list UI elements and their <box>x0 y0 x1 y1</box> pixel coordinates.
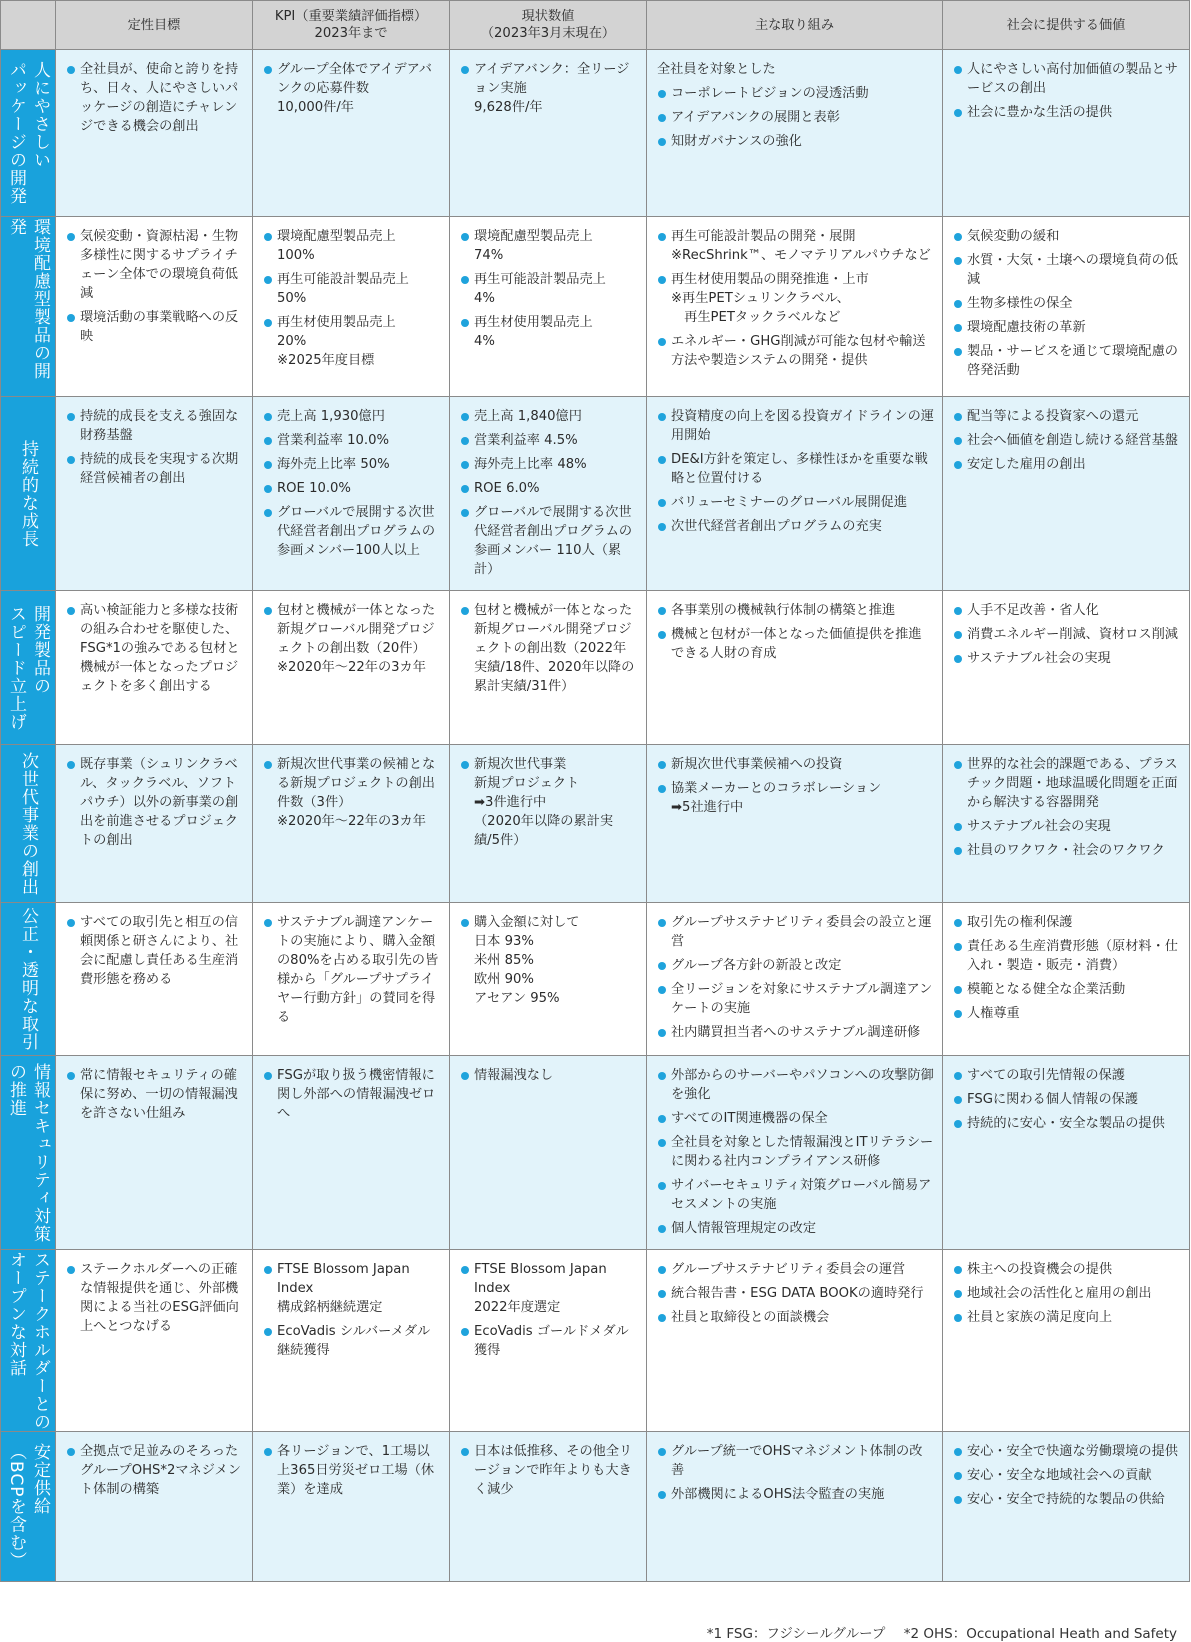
category-cell <box>1 1250 56 1432</box>
action-cell <box>647 903 943 1056</box>
value-item: 人にやさしい高付加価値の製品とサービスの創出 <box>953 60 1181 98</box>
status-list <box>460 60 638 117</box>
value-cell <box>943 397 1190 591</box>
action-item: 外部からのサーバーやパソコンへの攻撃防御を強化 <box>657 1066 934 1104</box>
status-cell <box>450 1250 647 1432</box>
status-cell <box>450 397 647 591</box>
header-kpi: KPI（重要業績評価指標） 2023年まで <box>253 1 450 50</box>
value-item: 環境配慮技術の革新 <box>953 318 1181 337</box>
kpi-item: 営業利益率 10.0% <box>263 431 441 450</box>
category-cell <box>1 397 56 591</box>
kpi-list <box>263 60 441 117</box>
goal-cell <box>56 1432 253 1582</box>
goal-item: 持続的成長を実現する次期経営候補者の創出 <box>66 450 244 488</box>
kpi-item: FSGが取り扱う機密情報に関し外部への情報漏洩ゼロへ <box>263 1066 441 1123</box>
category-cell <box>1 745 56 903</box>
action-item: バリューセミナーのグローバル展開促進 <box>657 493 934 512</box>
value-item: 模範となる健全な企業活動 <box>953 980 1181 999</box>
category-cell <box>1 1432 56 1582</box>
header-row <box>1 1 1190 50</box>
action-list <box>657 601 934 663</box>
status-cell <box>450 50 647 217</box>
action-item: 機械と包材が一体となった価値提供を推進できる人財の育成 <box>657 625 934 663</box>
action-item: 知財ガバナンスの強化 <box>657 132 934 151</box>
value-item: 配当等による投資家への還元 <box>953 407 1181 426</box>
status-item: アイデアバンク：全リージョン実施 9,628件/年 <box>460 60 638 117</box>
status-item: 環境配慮型製品売上 74% <box>460 227 638 265</box>
category-cell <box>1 903 56 1056</box>
goal-cell <box>56 397 253 591</box>
value-list <box>953 913 1181 1023</box>
goal-item: 全拠点で足並みのそろったグループOHS*2マネジメント体制の構築 <box>66 1442 244 1499</box>
status-item: 包材と機械が一体となった新規グローバル開発プロジェクトの創出数（2022年実績/18件、2020年以降の累計実績/31件） <box>460 601 638 696</box>
header-actions: 主な取り組み <box>647 1 943 50</box>
category-label: 次世代事業の創出 <box>18 751 38 896</box>
status-item: 海外売上比率 48% <box>460 455 638 474</box>
value-list <box>953 1442 1181 1509</box>
action-item: すべてのIT関連機器の保全 <box>657 1109 934 1128</box>
goal-item: 持続的成長を支える強固な財務基盤 <box>66 407 244 445</box>
category-cell <box>1 591 56 745</box>
action-list <box>657 913 934 1042</box>
value-item: 人権尊重 <box>953 1004 1181 1023</box>
goal-item: 常に情報セキュリティの確保に努め、一切の情報漏洩を許さない仕組み <box>66 1066 244 1123</box>
kpi-list <box>263 407 441 560</box>
action-list <box>657 407 934 536</box>
value-item: FSGに関わる個人情報の保護 <box>953 1090 1181 1109</box>
value-item: サステナブル社会の実現 <box>953 649 1181 668</box>
status-item: 情報漏洩なし <box>460 1066 638 1085</box>
goal-cell <box>56 50 253 217</box>
goal-list <box>66 1442 244 1499</box>
kpi-item: 再生材使用製品売上 20% ※2025年度目標 <box>263 313 441 370</box>
action-item: グループサステナビリティ委員会の設立と運営 <box>657 913 934 951</box>
kpi-item: サステナブル調達アンケートの実施により、購入金額の80%を占める取引先の皆様から「グループサプライヤー行動方針」の賛同を得る <box>263 913 441 1027</box>
kpi-item: 海外売上比率 50% <box>263 455 441 474</box>
value-item: 気候変動の緩和 <box>953 227 1181 246</box>
action-cell <box>647 1056 943 1250</box>
value-item: 水質・大気・土壌への環境負荷の低減 <box>953 251 1181 289</box>
action-item: グループ統一でOHSマネジメント体制の改善 <box>657 1442 934 1480</box>
goal-cell <box>56 217 253 397</box>
table-row <box>1 1056 1190 1250</box>
status-item: 新規次世代事業 新規プロジェクト ➡3件進行中 （2020年以降の累計実績/5件） <box>460 755 638 850</box>
value-list <box>953 227 1181 380</box>
kpi-item: 環境配慮型製品売上 100% <box>263 227 441 265</box>
action-list <box>657 1066 934 1238</box>
action-item: サイバーセキュリティ対策グローバル簡易アセスメントの実施 <box>657 1176 934 1214</box>
status-item: 再生材使用製品売上 4% <box>460 313 638 351</box>
action-item: 外部機関によるOHS法令監査の実施 <box>657 1485 934 1504</box>
kpi-item: EcoVadis シルバーメダル継続獲得 <box>263 1322 441 1360</box>
action-cell <box>647 397 943 591</box>
value-item: 取引先の権利保護 <box>953 913 1181 932</box>
value-cell <box>943 217 1190 397</box>
table-row <box>1 217 1190 397</box>
status-list <box>460 407 638 579</box>
status-item: 再生可能設計製品売上 4% <box>460 270 638 308</box>
footnote-fsg: *1 FSG：フジシールグループ <box>706 1626 886 1642</box>
kpi-cell <box>253 903 450 1056</box>
goal-cell <box>56 1250 253 1432</box>
goal-list <box>66 1066 244 1123</box>
action-item: 新規次世代事業候補への投資 <box>657 755 934 774</box>
action-item: 社員と取締役との面談機会 <box>657 1308 934 1327</box>
kpi-cell <box>253 591 450 745</box>
status-item: EcoVadis ゴールドメダル獲得 <box>460 1322 638 1360</box>
goal-item: すべての取引先と相互の信頼関係と研さんにより、社会に配慮し責任ある生産消費形態を務める <box>66 913 244 989</box>
table-row <box>1 50 1190 217</box>
kpi-item: ROE 10.0% <box>263 479 441 498</box>
value-item: 責任ある生産消費形態（原材料・仕入れ・製造・販売・消費） <box>953 937 1181 975</box>
category-label: ステークホルダーとの オープンな対話 <box>6 1250 50 1431</box>
value-item: 社員と家族の満足度向上 <box>953 1308 1181 1327</box>
value-item: 安心・安全で快適な労働環境の提供 <box>953 1442 1181 1461</box>
status-cell <box>450 1056 647 1250</box>
status-cell <box>450 903 647 1056</box>
kpi-cell <box>253 1250 450 1432</box>
value-list <box>953 60 1181 122</box>
kpi-cell <box>253 397 450 591</box>
action-item: 協業メーカーとのコラボレーション ➡5社進行中 <box>657 779 934 817</box>
category-label: 情報セキュリティ対策 の推進 <box>6 1062 50 1243</box>
kpi-cell <box>253 1432 450 1582</box>
status-list <box>460 755 638 850</box>
action-list <box>657 1260 934 1327</box>
kpi-item: FTSE Blossom Japan Index 構成銘柄継続選定 <box>263 1260 441 1317</box>
action-item: 全リージョンを対象にサステナブル調達アンケートの実施 <box>657 980 934 1018</box>
value-item: 地域社会の活性化と雇用の創出 <box>953 1284 1181 1303</box>
action-item: 再生材使用製品の開発推進・上市 ※再生PETシュリンクラベル、 再生PETタックラベルなど <box>657 270 934 327</box>
kpi-item: 再生可能設計製品売上 50% <box>263 270 441 308</box>
value-item: 人手不足改善・省人化 <box>953 601 1181 620</box>
value-list <box>953 601 1181 668</box>
goal-list <box>66 755 244 850</box>
goal-item: 高い検証能力と多様な技術の組み合わせを駆使した、FSG*1の強みである包材と機械が一体となったプロジェクトを多く創出する <box>66 601 244 696</box>
status-list <box>460 1442 638 1499</box>
action-cell <box>647 217 943 397</box>
kpi-list <box>263 755 441 831</box>
value-cell <box>943 50 1190 217</box>
value-list <box>953 755 1181 860</box>
table-row <box>1 903 1190 1056</box>
table-row <box>1 745 1190 903</box>
value-item: 世界的な社会的課題である、プラスチック問題・地球温暖化問題を正面から解決する容器開発 <box>953 755 1181 812</box>
value-cell <box>943 745 1190 903</box>
action-item: グループサステナビリティ委員会の運営 <box>657 1260 934 1279</box>
value-item: 社員のワクワク・社会のワクワク <box>953 841 1181 860</box>
category-label: 公正・透明な取引 <box>18 907 38 1051</box>
action-item: 統合報告書・ESG DATA BOOKの適時発行 <box>657 1284 934 1303</box>
action-item: グループ各方針の新設と改定 <box>657 956 934 975</box>
value-item: 株主への投資機会の提供 <box>953 1260 1181 1279</box>
goal-list <box>66 407 244 488</box>
kpi-list <box>263 1442 441 1499</box>
table-row <box>1 1432 1190 1582</box>
value-item: 安心・安全で持続的な製品の供給 <box>953 1490 1181 1509</box>
kpi-cell <box>253 1056 450 1250</box>
goal-item: 環境活動の事業戦略への反映 <box>66 308 244 346</box>
action-cell <box>647 591 943 745</box>
goal-cell <box>56 745 253 903</box>
status-item: グローバルで展開する次世代経営者創出プログラムの参画メンバー 110人（累計） <box>460 503 638 579</box>
kpi-cell <box>253 745 450 903</box>
goal-list <box>66 60 244 136</box>
category-label: 開発製品の スピード立上げ <box>6 604 50 731</box>
action-item: 全社員を対象とした情報漏洩とITリテラシーに関わる社内コンプライアンス研修 <box>657 1133 934 1171</box>
goal-list <box>66 601 244 696</box>
kpi-item: 売上高 1,930億円 <box>263 407 441 426</box>
goal-list <box>66 913 244 989</box>
action-item: 再生可能設計製品の開発・展開 ※RecShrink™、モノマテリアルパウチなど <box>657 227 934 265</box>
action-item: 個人情報管理規定の改定 <box>657 1219 934 1238</box>
table-row <box>1 1250 1190 1432</box>
value-item: 消費エネルギー削減、資材ロス削減 <box>953 625 1181 644</box>
status-item: ROE 6.0% <box>460 479 638 498</box>
table-row <box>1 591 1190 745</box>
value-item: 安定した雇用の創出 <box>953 455 1181 474</box>
action-item: アイデアバンクの展開と表彰 <box>657 108 934 127</box>
action-list <box>657 84 934 151</box>
value-list <box>953 1260 1181 1327</box>
value-cell <box>943 1432 1190 1582</box>
category-label: 環境配慮型製品の開発 <box>6 217 50 380</box>
action-intro: 全社員を対象とした <box>657 62 776 77</box>
action-cell <box>647 745 943 903</box>
value-item: すべての取引先情報の保護 <box>953 1066 1181 1085</box>
kpi-cell <box>253 50 450 217</box>
kpi-list <box>263 913 441 1027</box>
value-cell <box>943 591 1190 745</box>
goal-item: 全社員が、使命と誇りを持ち、日々、人にやさしいパッケージの創造にチャレンジできる機会の創出 <box>66 60 244 136</box>
value-item: 社会に豊かな生活の提供 <box>953 103 1181 122</box>
category-label: 安定供給 （BCPを含む） <box>6 1443 50 1570</box>
header-value: 社会に提供する価値 <box>943 1 1190 50</box>
action-item: 投資精度の向上を図る投資ガイドラインの運用開始 <box>657 407 934 445</box>
category-cell <box>1 1056 56 1250</box>
kpi-item: 新規次世代事業の候補となる新規プロジェクトの創出件数（3件） ※2020年〜22年の3カ年 <box>263 755 441 831</box>
action-list <box>657 755 934 817</box>
value-cell <box>943 1056 1190 1250</box>
kpi-item: グループ全体でアイデアバンクの応募件数 10,000件/年 <box>263 60 441 117</box>
value-item: サステナブル社会の実現 <box>953 817 1181 836</box>
category-cell <box>1 50 56 217</box>
action-cell <box>647 50 943 217</box>
kpi-cell <box>253 217 450 397</box>
status-list <box>460 1260 638 1360</box>
kpi-item: 各リージョンで、1工場以上365日労災ゼロ工場（休業）を達成 <box>263 1442 441 1499</box>
action-item: エネルギー・GHG削減が可能な包材や輸送方法や製造システムの開発・提供 <box>657 332 934 370</box>
status-cell <box>450 591 647 745</box>
kpi-list <box>263 601 441 677</box>
goal-item: ステークホルダーへの正確な情報提供を通じ、外部機関による当社のESG評価向上へとつなげる <box>66 1260 244 1336</box>
value-list <box>953 1066 1181 1133</box>
goal-list <box>66 1260 244 1336</box>
action-item: 各事業別の機械執行体制の構築と推進 <box>657 601 934 620</box>
kpi-list <box>263 227 441 370</box>
category-label: 持続的な成長 <box>18 439 38 548</box>
value-item: 生物多様性の保全 <box>953 294 1181 313</box>
footnotes <box>693 1622 1177 1642</box>
kpi-item: 包材と機械が一体となった新規グローバル開発プロジェクトの創出数（20件） ※2020年〜22年の3カ年 <box>263 601 441 677</box>
footnote-ohs: *2 OHS：Occupational Heath and Safety <box>903 1626 1177 1642</box>
value-item: 安心・安全な地域社会への貢献 <box>953 1466 1181 1485</box>
action-list <box>657 227 934 370</box>
status-item: 日本は低推移、その他全リージョンで昨年よりも大きく減少 <box>460 1442 638 1499</box>
value-item: 社会へ価値を創造し続ける経営基盤 <box>953 431 1181 450</box>
status-list <box>460 1066 638 1085</box>
kpi-list <box>263 1260 441 1360</box>
goal-list <box>66 227 244 346</box>
value-list <box>953 407 1181 474</box>
status-item: 営業利益率 4.5% <box>460 431 638 450</box>
action-item: DE&I方針を策定し、多様性ほかを重要な戦略と位置付ける <box>657 450 934 488</box>
kpi-item: グローバルで展開する次世代経営者創出プログラムの参画メンバー100人以上 <box>263 503 441 560</box>
goal-cell <box>56 903 253 1056</box>
status-cell <box>450 745 647 903</box>
value-item: 持続的に安心・安全な製品の提供 <box>953 1114 1181 1133</box>
kpi-list <box>263 1066 441 1123</box>
goal-item: 既存事業（シュリンクラベル、タックラベル、ソフトパウチ）以外の新事業の創出を前進させるプロジェクトの創出 <box>66 755 244 850</box>
value-item: 製品・サービスを通じて環境配慮の啓発活動 <box>953 342 1181 380</box>
action-cell <box>647 1250 943 1432</box>
action-list <box>657 1442 934 1504</box>
status-list <box>460 227 638 351</box>
status-item: 購入金額に対して 日本 93% 米州 85% 欧州 90% アセアン 95% <box>460 913 638 1008</box>
status-item: 売上高 1,840億円 <box>460 407 638 426</box>
goal-cell <box>56 1056 253 1250</box>
value-cell <box>943 1250 1190 1432</box>
status-list <box>460 913 638 1008</box>
value-cell <box>943 903 1190 1056</box>
action-cell <box>647 1432 943 1582</box>
table-row <box>1 397 1190 591</box>
category-label: 人にやさしい パッケージの開発 <box>6 61 50 205</box>
status-item: FTSE Blossom Japan Index 2022年度選定 <box>460 1260 638 1317</box>
action-item: コーポレートビジョンの浸透活動 <box>657 84 934 103</box>
header-status: 現状数値 （2023年3月末現在） <box>450 1 647 50</box>
action-item: 社内購買担当者へのサステナブル調達研修 <box>657 1023 934 1042</box>
goal-item: 気候変動・資源枯渇・生物多様性に関するサプライチェーン全体での環境負荷低減 <box>66 227 244 303</box>
goal-cell <box>56 591 253 745</box>
header-goal: 定性目標 <box>56 1 253 50</box>
status-list <box>460 601 638 696</box>
header-category <box>1 1 56 50</box>
category-cell <box>1 217 56 397</box>
action-item: 次世代経営者創出プログラムの充実 <box>657 517 934 536</box>
status-cell <box>450 217 647 397</box>
status-cell <box>450 1432 647 1582</box>
